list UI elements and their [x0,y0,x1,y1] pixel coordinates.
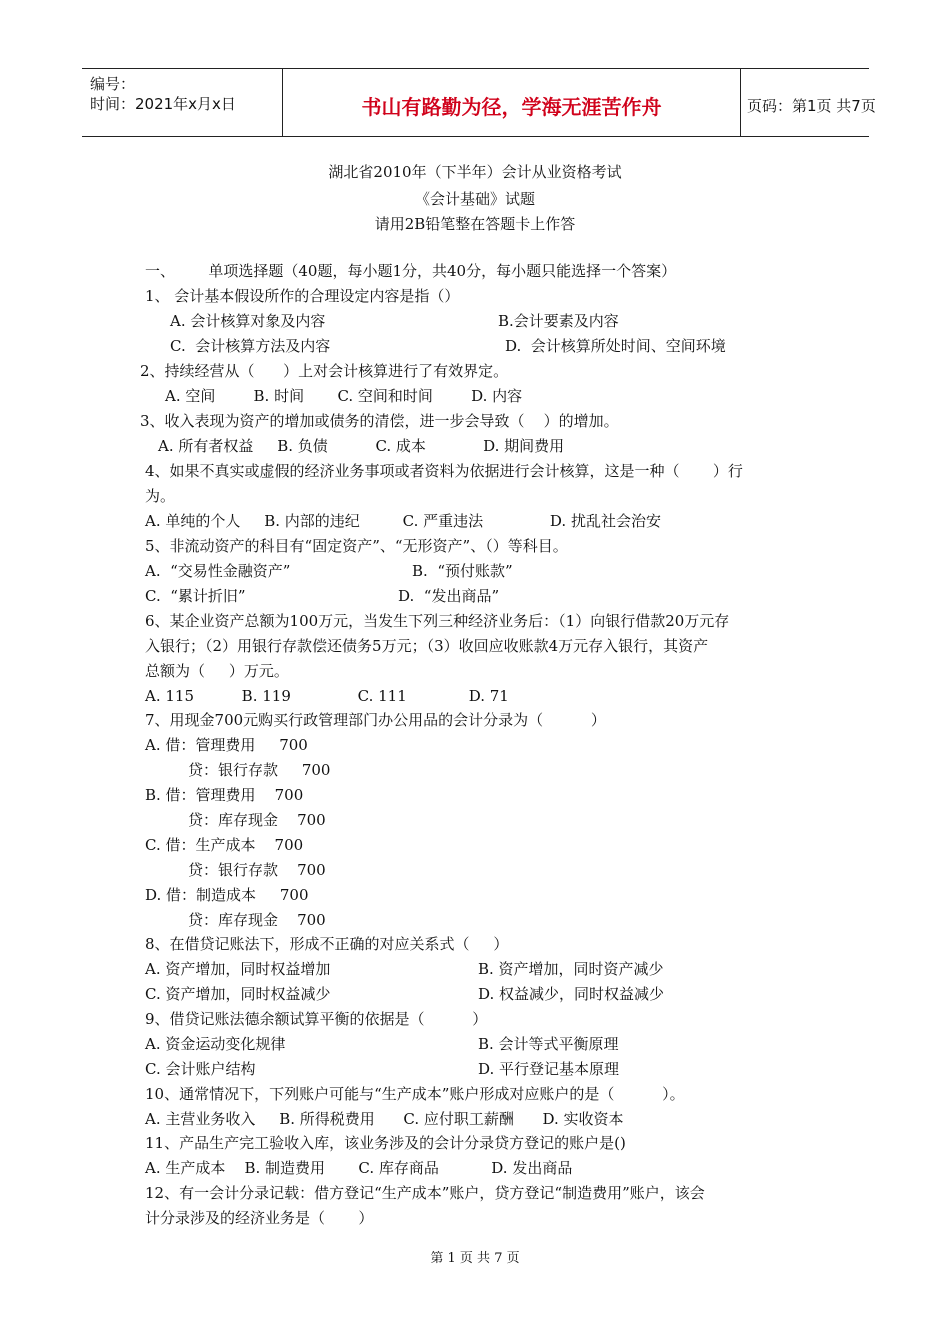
option-line: C. “累计折旧” [145,587,246,605]
option-line: D. 权益减少，同时权益减少 [478,985,665,1003]
section-heading: 一、 单项选择题（40题，每小题1分，共40分，每小题只能选择一个答案） [145,262,677,280]
option-line: A. 会计核算对象及内容 [170,312,326,330]
option-line: A. 115 B. 119 C. 111 D. 71 [145,687,509,705]
option-line: B. 借：管理费用 700 [145,786,304,804]
question-10: 10、通常情况下，下列账户可能与“生产成本”账户形成对应账户的是（ ）。 [145,1085,685,1103]
question-6-cont: 入银行；（2）用银行存款偿还债务5万元；（3）收回应收账款4万元存入银行，其资产 [145,637,709,655]
header-meta [82,69,282,136]
question-11: 11、产品生产完工验收入库，该业务涉及的会计分录贷方登记的账户是() [145,1134,626,1152]
page-footer: 第 1 页 共 7 页 [430,1251,520,1266]
option-line: 贷：库存现金 700 [188,911,326,929]
option-line: C. 会计账户结构 [145,1060,256,1078]
option-line: 贷：银行存款 700 [188,761,331,779]
question-4-cont: 为。 [145,487,176,505]
option-line: B. 会计等式平衡原理 [478,1035,619,1053]
question-4: 4、如果不真实或虚假的经济业务事项或者资料为依据进行会计核算，这是一种（ ）行 [145,462,743,480]
time-label: 时间：2021年x月x日 [90,95,236,113]
question-12: 12、有一会计分录记载：借方登记“生产成本”账户，贷方登记“制造费用”账户，该会 [145,1184,705,1202]
document-header [82,68,876,137]
exam-instruction: 请用2B铅笔整在答题卡上作答 [374,215,576,233]
motto: 书山有路勤为径，学海无涯苦作舟 [361,95,662,119]
question-6: 6、某企业资产总额为100万元，当发生下列三种经济业务后：（1）向银行借款20万元存 [145,612,730,630]
option-line: B. 资产增加，同时资产减少 [478,960,664,978]
option-line: A. 借：管理费用 700 [145,736,308,754]
question-1: 1、 会计基本假设所作的合理设定内容是指（） [145,287,460,305]
option-line: A. 主营业务收入 B. 所得税费用 C. 应付职工薪酬 D. 实收资本 [145,1110,624,1128]
exam-subject: 《会计基础》试题 [414,190,535,208]
option-line: D. 平行登记基本原理 [478,1060,620,1078]
question-5: 5、非流动资产的科目有“固定资产”、“无形资产”、（）等科目。 [145,537,568,555]
question-6-cont: 总额为（ ）万元。 [145,662,289,680]
question-3: 3、收入表现为资产的增加或债务的清偿，进一步会导致（ ）的增加。 [140,412,619,430]
option-line: A. 生产成本 B. 制造费用 C. 库存商品 D. 发出商品 [145,1159,573,1177]
option-line: C. 资产增加，同时权益减少 [145,985,331,1003]
option-line: B.会计要素及内容 [498,312,619,330]
question-7: 7、用现金700元购买行政管理部门办公用品的会计分录为（ ） [145,711,606,729]
option-line: A. 空间 B. 时间 C. 空间和时间 D. 内容 [165,387,523,405]
option-line: C. 会计核算方法及内容 [170,337,331,355]
question-12-cont: 计分录涉及的经济业务是（ ） [145,1209,374,1227]
option-line: 贷：银行存款 700 [188,861,326,879]
option-line: D. “发出商品” [398,587,500,605]
header-page-cell [739,69,876,136]
question-2: 2、持续经营从（ ）上对会计核算进行了有效界定。 [140,362,509,380]
option-line: A. “交易性金融资产” [145,562,291,580]
option-line: A. 单纯的个人 B. 内部的违纪 C. 严重违法 D. 扰乱社会治安 [145,512,661,530]
option-line: 贷：库存现金 700 [188,811,326,829]
number-label: 编号： [90,75,136,93]
option-line: D. 会计核算所处时间、空间环境 [505,337,726,355]
option-line: A. 所有者权益 B. 负债 C. 成本 D. 期间费用 [158,437,565,455]
page-info: 页码：第1页 共7页 [747,97,876,115]
question-8: 8、在借贷记账法下，形成不正确的对应关系式（ ） [145,935,509,953]
option-line: C. 借：生产成本 700 [145,836,304,854]
option-line: B. “预付账款” [412,562,513,580]
header-motto-cell [282,69,741,136]
option-line: D. 借：制造成本 700 [145,886,309,904]
question-9: 9、借贷记账法德余额试算平衡的依据是（ ） [145,1010,488,1028]
option-line: A. 资产增加，同时权益增加 [145,960,331,978]
exam-title: 湖北省2010年（下半年）会计从业资格考试 [328,163,622,181]
option-line: A. 资金运动变化规律 [145,1035,286,1053]
